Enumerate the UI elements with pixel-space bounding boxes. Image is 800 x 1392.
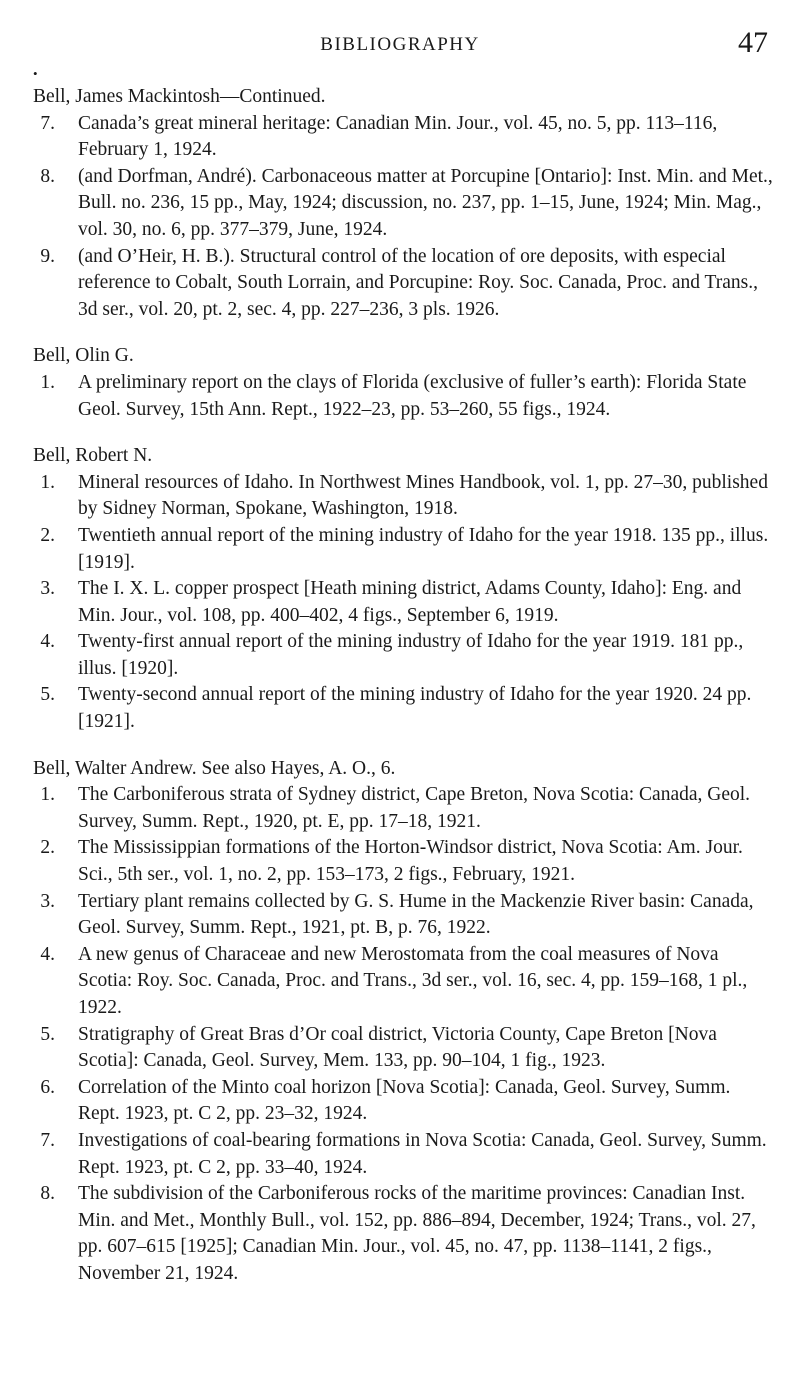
author-heading: Bell, Walter Andrew. See also Hayes, A. O., 6. xyxy=(33,757,396,779)
entry-number: 5. xyxy=(40,1023,55,1045)
entry-number: 8. xyxy=(40,1183,55,1205)
entry-number: 7. xyxy=(40,1129,55,1151)
entry-citation: A preliminary report on the clays of Florida (exclusive of fuller’s earth): Florida State Geol. Survey, 15th Ann. Rept., 1922–23, pp. 53–260, 55 figs., 1924. xyxy=(78,371,747,420)
entry-citation: Canada’s great mineral heritage: Canadian Min. Jour., vol. 45, no. 5, pp. 113–116, February 1, 1924. xyxy=(78,112,718,161)
entry-citation: The subdivision of the Carboniferous rocks of the maritime provinces: Canadian Inst. Min. and Met., Monthly Bull., vol. 152, pp. 886–894, December, 1924; Trans., vol. 27, pp. 607–615 [1925]; Canadian Min. Jour., vol. 45, no. 47, pp. 1138–1141, 2 figs., November 21, 1924. xyxy=(78,1183,756,1284)
entry-citation: Twenty-first annual report of the mining industry of Idaho for the year 1919. 181 pp., illus. [1920]. xyxy=(78,631,744,679)
bibliography-entry xyxy=(33,1022,773,1075)
stray-mark: • xyxy=(33,66,38,81)
entry-citation: The Mississippian formations of the Horton-Windsor district, Nova Scotia: Am. Jour. Sci., 5th ser., vol. 1, no. 2, pp. 153–173, 2 figs., February, 1921. xyxy=(78,837,743,886)
entry-citation: Mineral resources of Idaho. In Northwest Mines Handbook, vol. 1, pp. 27–30, published by Sidney Norman, Spokane, Washington, 1918. xyxy=(78,471,768,520)
entry-number: 9. xyxy=(40,245,55,267)
bibliography-entry xyxy=(33,244,773,324)
entry-citation: Investigations of coal-bearing formations in Nova Scotia: Canada, Geol. Survey, Summ. Rept. 1923, pt. C 2, pp. 33–40, 1924. xyxy=(78,1129,767,1178)
page-number: 47 xyxy=(738,26,768,59)
entry-citation: Tertiary plant remains collected by G. S. Hume in the Mackenzie River basin: Canada, Geol. Survey, Summ. Rept., 1921, pt. B, p. 76, 1922. xyxy=(78,890,754,939)
author-section xyxy=(33,443,773,736)
entry-number: 4. xyxy=(40,631,55,653)
bibliography-entry xyxy=(33,1128,773,1181)
entry-citation: Twentieth annual report of the mining industry of Idaho for the year 1918. 135 pp., illus. [1919]. xyxy=(78,524,769,573)
entry-number: 1. xyxy=(40,471,55,493)
entry-number: 2. xyxy=(40,837,55,859)
entry-number: 7. xyxy=(40,112,55,134)
bibliography-entry xyxy=(33,1181,773,1287)
author-heading: Bell, James Mackintosh—Continued. xyxy=(33,86,326,107)
entry-number: 3. xyxy=(40,578,55,600)
bibliography-entry xyxy=(33,942,773,1022)
entry-citation: The I. X. L. copper prospect [Heath mining district, Adams County, Idaho]: Eng. and Min. Jour., vol. 108, pp. 400–402, 4 figs., September 6, 1919. xyxy=(78,578,742,626)
page-header xyxy=(0,18,800,62)
bibliography-entry xyxy=(33,629,773,682)
entry-list xyxy=(33,111,773,324)
bibliography-entry xyxy=(33,576,773,629)
bibliography-body xyxy=(33,84,773,1308)
bibliography-entry xyxy=(33,470,773,523)
entry-number: 8. xyxy=(40,165,55,187)
author-section xyxy=(33,84,773,323)
bibliography-entry xyxy=(33,1075,773,1128)
entry-citation: The Carboniferous strata of Sydney district, Cape Breton, Nova Scotia: Canada, Geol. Survey, Summ. Rept., 1920, pt. E, pp. 17–18, 1921. xyxy=(78,784,751,832)
bibliography-entry xyxy=(33,782,773,835)
bibliography-entry xyxy=(33,111,773,164)
bibliography-entry xyxy=(33,370,773,423)
entry-number: 3. xyxy=(40,890,55,912)
entry-citation: (and Dorfman, André). Carbonaceous matter at Porcupine [Ontario]: Inst. Min. and Met., Bull. no. 236, 15 pp., May, 1924; discussion, no. 237, pp. 1–15, June, 1924; Min. Mag., vol. 30, no. 6, pp. 377–379, June, 1924. xyxy=(78,165,773,240)
author-heading: Bell, Robert N. xyxy=(33,445,153,467)
author-section xyxy=(33,756,773,1288)
entry-number: 1. xyxy=(40,371,55,393)
bibliography-entry xyxy=(33,523,773,576)
bibliography-entry xyxy=(33,682,773,735)
entry-citation: Stratigraphy of Great Bras d’Or coal district, Victoria County, Cape Breton [Nova Scotia]: Canada, Geol. Survey, Mem. 133, pp. 90–104, 1 fig., 1923. xyxy=(78,1023,717,1072)
entry-number: 5. xyxy=(40,684,55,706)
author-section xyxy=(33,343,773,423)
entry-number: 6. xyxy=(40,1076,55,1098)
entry-citation: Correlation of the Minto coal horizon [Nova Scotia]: Canada, Geol. Survey, Summ. Rept. 1923, pt. C 2, pp. 23–32, 1924. xyxy=(78,1076,731,1125)
entry-number: 4. xyxy=(40,943,55,965)
bibliography-entry xyxy=(33,164,773,244)
entry-number: 2. xyxy=(40,524,55,546)
entry-number: 1. xyxy=(40,784,55,806)
entry-citation: (and O’Heir, H. B.). Structural control of the location of ore deposits, with especial reference to Cobalt, South Lorrain, and Porcupine: Roy. Soc. Canada, Proc. and Trans., 3d ser., vol. 20, pt. 2, sec. 4, pp. 227–236, 3 pls. 1926. xyxy=(78,245,759,320)
bibliography-entry xyxy=(33,835,773,888)
entry-list xyxy=(33,782,773,1287)
running-title: BIBLIOGRAPHY xyxy=(320,34,480,55)
bibliography-entry xyxy=(33,889,773,942)
entry-citation: A new genus of Characeae and new Merostomata from the coal measures of Nova Scotia: Roy. Soc. Canada, Proc. and Trans., 3d ser., vol. 16, sec. 4, pp. 159–168, 1 pl., 1922. xyxy=(78,943,748,1018)
entry-list xyxy=(33,370,773,423)
entry-list xyxy=(33,470,773,736)
entry-citation: Twenty-second annual report of the mining industry of Idaho for the year 1920. 24 pp. [1921]. xyxy=(78,684,752,733)
author-heading: Bell, Olin G. xyxy=(33,345,134,367)
